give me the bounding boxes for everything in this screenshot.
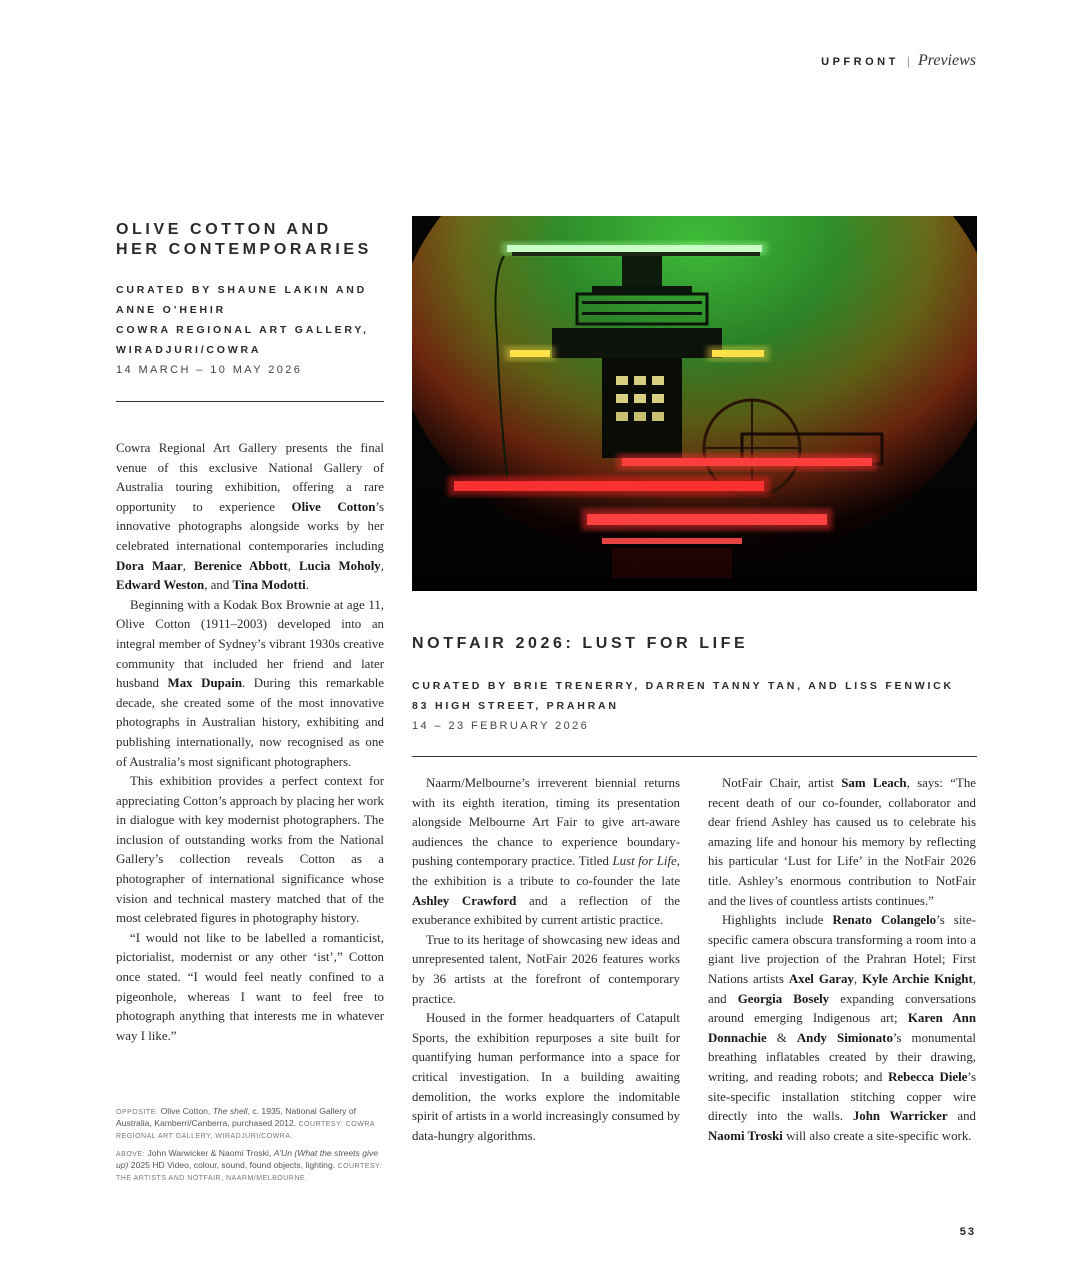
section-label: UPFRONT: [821, 56, 899, 68]
caption-opposite: OPPOSITE: Olive Cotton, The shell, c. 1935, National Gallery of Australia, Kamberri/Canberra, purchased 2012. COURTESY: COWRA REGIONAL ART GALLERY, WIRADJURI/COWRA.: [116, 1106, 375, 1140]
article2-dates: 14 – 23 FEBRUARY 2026: [412, 720, 590, 732]
article1-divider: [116, 401, 384, 402]
article1-dates: 14 MARCH – 10 MAY 2026: [116, 364, 303, 376]
installation-photo: [412, 216, 977, 591]
article2-paragraph-1: Naarm/Melbourne’s irreverent biennial returns with its eighth iteration, timing its presentation alongside Melbourne Art Fair to give art-aware audiences the chance to experience boundary-pushing contemporary practice. Titled Lust for Life, the exhibition is a tribute to co-founder the late Ashley Crawford and a reflection of the exuberance exhibited by current artistic practice.: [412, 776, 680, 928]
installation-photo-art: [412, 216, 977, 591]
article2-paragraph-5: Highlights include Renato Colangelo’s site-specific camera obscura transforming a room into a giant live projection of the Prahran Hotel; First Nations artists Axel Garay, Kyle Archie Knight, and Georgia Bosely expanding conversations around emerging Indigenous art; Karen Ann Donnachie & Andy Simionato’s monumental breathing inflatables created by their drawing, writing, and reading robots; and Rebecca Diele’s site-specific installation stitching copper wire directly into the walls. John Warricker and Naomi Troski will also create a site-specific work.: [708, 913, 977, 1143]
article2-column-1: [412, 774, 680, 1146]
article1-title: OLIVE COTTON AND HER CONTEMPORARIES: [116, 221, 372, 258]
article2-column-2: [708, 774, 976, 1146]
article2-title: NOTFAIR 2026: LUST FOR LIFE: [412, 635, 749, 652]
article2-heading: [412, 634, 977, 736]
article2-venue: 83 HIGH STREET, PRAHRAN: [412, 700, 619, 712]
article1-paragraph-2: Beginning with a Kodak Box Brownie at age 11, Olive Cotton (1911–2003) developed into an integral member of Sydney’s vibrant 1930s creative community that included her friend and later husband Max Dupain. During this remarkable decade, she created some of the most innovative photographs in Australian history, exhibiting and publishing internationally, now recognised as one of Australia’s most significant photographers.: [116, 597, 385, 769]
image-captions: [116, 1106, 384, 1190]
article1-venue: COWRA REGIONAL ART GALLERY, WIRADJURI/COWRA: [116, 324, 369, 356]
article2-paragraph-4: NotFair Chair, artist Sam Leach, says: “The recent death of our co-founder, collaborator and dear friend Ashley has caused us to celebrate his amazing life and honour his memory by reflecting his particular ‘Lust for Life’ in the NotFair 2026 title. Ashley’s enormous contribution to NotFair and the lives of countless artists continues.”: [708, 776, 976, 908]
article1-paragraph-1: Cowra Regional Art Gallery presents the final venue of this exclusive National Gallery of Australia touring exhibition, offering a rare opportunity to experience Olive Cotton’s innovative photographs alongside works by her celebrated international contemporaries including Dora Maar, Berenice Abbott, Lucia Moholy, Edward Weston, and Tina Modotti.: [116, 441, 384, 593]
article1-paragraph-4: “I would not like to be labelled a romanticist, pictorialist, modernist or any other ‘ist’,” Cotton once stated. “I would feel neatly confined to a pigeonhole, whereas I want to feel free to photograph anything that interests me in whatever way I like.”: [116, 930, 384, 1043]
article2-curators: CURATED BY BRIE TRENERRY, DARREN TANNY TAN, AND LISS FENWICK: [412, 680, 954, 692]
article1-curators: CURATED BY SHAUNE LAKIN AND ANNE O’HEHIR: [116, 284, 367, 316]
caption-above: ABOVE: John Warwicker & Naomi Troski, A’Un (What the streets give up) 2025 HD Video, colour, sound, found objects, lighting. COURTESY: THE ARTISTS AND NOTFAIR, NAARM/MELBOURNE.: [116, 1148, 383, 1182]
subsection-label: Previews: [917, 52, 976, 69]
running-header: [821, 52, 976, 70]
page-number: 53: [959, 1226, 976, 1238]
article1-heading: [116, 220, 384, 380]
article1-body: [116, 439, 384, 1046]
article2-paragraph-3: Housed in the former headquarters of Catapult Sports, the exhibition repurposes a site built for quantifying human performance into a space for critical investigation. In a building awaiting demolition, the works explore the indomitable spirit of artists in a world increasingly consumed by data-hungry algorithms.: [412, 1011, 680, 1143]
article2-divider: [412, 756, 977, 757]
article1-paragraph-3: This exhibition provides a perfect context for appreciating Cotton’s approach by placing her work in dialogue with key modernist photographers. The inclusion of outstanding works from the National Gallery’s collection reveals Cotton as a photographer of international significance whose vision and technical mastery matched that of the most celebrated figures in photography history.: [116, 774, 384, 926]
article2-paragraph-2: True to its heritage of showcasing new ideas and unrepresented talent, NotFair 2026 features works by 36 artists at the forefront of contemporary practice.: [412, 932, 680, 1006]
header-separator: |: [906, 54, 910, 68]
